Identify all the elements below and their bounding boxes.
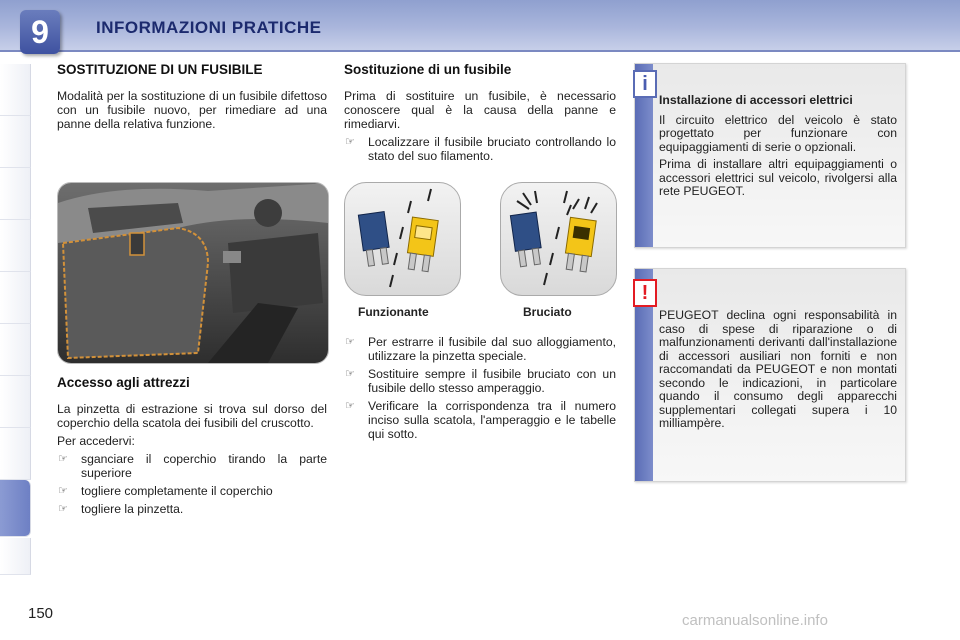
left-column [57, 63, 327, 135]
list-item: ☞ Localizzare il fusibile bruciato controllando lo stato del suo filamento. [345, 135, 616, 163]
page-title: INFORMAZIONI PRATICHE [96, 18, 322, 37]
info-icon: i [633, 70, 657, 98]
list-item: ☞ togliere completamente il coperchio [58, 484, 273, 498]
chapter-tab[interactable] [0, 168, 31, 220]
replacement-steps [344, 335, 616, 445]
chapter-tab[interactable] [0, 64, 31, 116]
pointing-hand-icon: ☞ [345, 368, 355, 380]
warning-paragraph: PEUGEOT declina ogni responsabilità in caso di spese di riparazione o di malfunzionamenti derivanti dall'installazione di accessori ausiliari non forniti e non raccomandati da PEUGEOT e non montati secondo le indicazioni, in particolare quando il consumo degli apparecchi supplementari collegati supera i 10 milliampère. [659, 308, 897, 430]
fuse-ok-illustration [344, 182, 461, 296]
page-number: 150 [28, 605, 54, 622]
chapter-tab[interactable] [0, 116, 31, 168]
info-paragraph: Il circuito elettrico del veicolo è stato progettato per funzionare con equipaggiamenti di serie o opzionali. [659, 112, 897, 154]
chapter-tab[interactable] [0, 220, 31, 272]
tools-title: Accesso agli attrezzi [57, 375, 190, 390]
chapter-tab[interactable] [0, 538, 31, 575]
list-item: ☞ Sostituire sempre il fusibile bruciato con un fusibile dello stesso amperaggio. [345, 367, 616, 395]
info-box [634, 63, 906, 248]
section-title: SOSTITUZIONE DI UN FUSIBILE [57, 62, 263, 77]
list-item: ☞ togliere la pinzetta. [58, 502, 184, 516]
warning-box-content [659, 309, 897, 435]
list-item: ☞ sganciare il coperchio tirando la parte superiore [58, 452, 327, 480]
pointing-hand-icon: ☞ [345, 400, 355, 412]
header-divider [0, 50, 960, 52]
list-item: ☞ Verificare la corrispondenza tra il numero inciso sulla scatola, l'amperaggio e le tabelle qui sotto. [345, 399, 616, 441]
pointing-hand-icon: ☞ [58, 503, 68, 515]
chapter-badge: 9 [20, 10, 60, 54]
info-box-content [659, 94, 897, 203]
fuse-blown-label: Bruciato [523, 305, 572, 319]
info-paragraph: Prima di installare altri equipaggiamenti o accessori elettrici sul veicolo, rivolgersi alla rete PEUGEOT. [659, 157, 897, 198]
section-title: Sostituzione di un fusibile [344, 62, 512, 77]
tools-paragraph: La pinzetta di estrazione si trova sul dorso del coperchio della scatola dei fusibili del cruscotto. [57, 402, 327, 430]
warning-icon: ! [633, 279, 657, 307]
info-box-title: Installazione di accessori elettrici [659, 93, 853, 107]
pointing-hand-icon: ☞ [58, 485, 68, 497]
chapter-tab[interactable] [0, 428, 31, 480]
intro-paragraph: Modalità per la sostituzione di un fusibile difettoso con un fusibile nuovo, per rimediare ad una panne della relativa funzione. [57, 89, 327, 131]
fuse-blown-illustration [500, 182, 617, 296]
watermark: carmanualsonline.info [682, 612, 828, 629]
pointing-hand-icon: ☞ [345, 336, 355, 348]
tools-section [57, 376, 327, 520]
chapter-tabs [0, 64, 32, 574]
chapter-tab-active[interactable] [0, 480, 31, 537]
pointing-hand-icon: ☞ [58, 453, 68, 465]
warning-box [634, 268, 906, 482]
chapter-tab[interactable] [0, 272, 31, 324]
chapter-tab[interactable] [0, 324, 31, 376]
pointing-hand-icon: ☞ [345, 136, 355, 148]
chapter-tab[interactable] [0, 376, 31, 428]
intro-paragraph: Prima di sostituire un fusibile, è necessario conoscere qual è la causa della panne e rimediarvi. [344, 89, 616, 131]
fuse-ok-label: Funzionante [358, 305, 429, 319]
list-item: ☞ Per estrarre il fusibile dal suo alloggiamento, utilizzare la pinzetta speciale. [345, 335, 616, 363]
fuse-box-location-photo [57, 182, 329, 364]
middle-column [344, 63, 616, 167]
access-label: Per accedervi: [57, 434, 135, 448]
